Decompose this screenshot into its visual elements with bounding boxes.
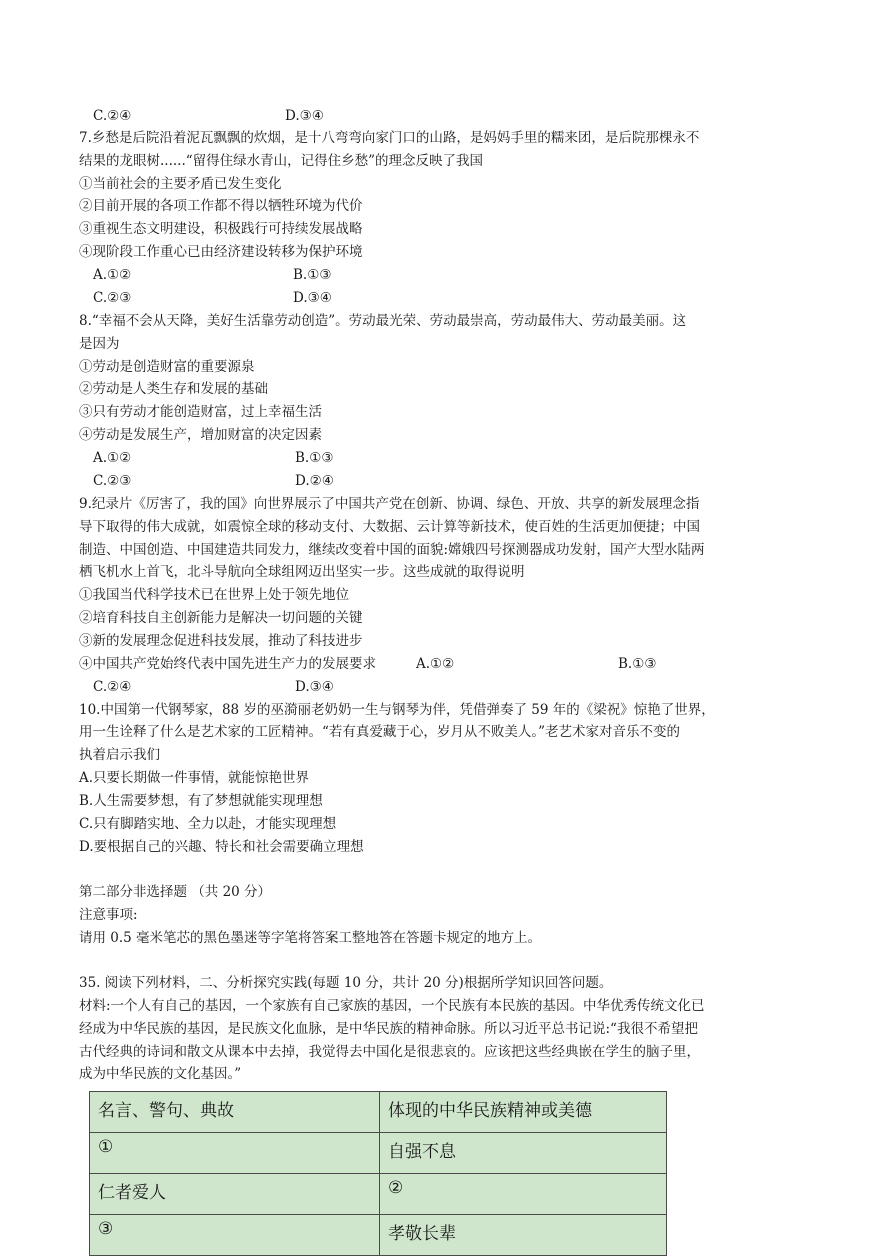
q9-stem-line-4: 栖飞机水上首飞，北斗导航向全球组网迈出坚实一步。这些成就的取得说明 <box>79 564 525 580</box>
q7-option-b: B.①③ <box>293 267 332 283</box>
q8-option-d: D.②④ <box>295 473 334 489</box>
q7-option-d: D.③④ <box>293 290 332 306</box>
q7-item-3: ③重视生态文明建设，积极践行可持续发展战略 <box>79 221 363 237</box>
table-row <box>90 1215 667 1256</box>
table-cell: 孝敬长辈 <box>380 1215 667 1256</box>
q9-item-4: ④中国共产党始终代表中国先进生产力的发展要求 <box>79 656 376 672</box>
q9-item-1: ①我国当代科学技术已在世界上处于领先地位 <box>79 587 349 603</box>
q35-material-line-3: 古代经典的诗词和散文从课本中去掉，我觉得去中国化是很悲哀的。应该把这些经典嵌在学生的脑子里， <box>79 1044 700 1060</box>
q8-item-2: ②劳动是人类生存和发展的基础 <box>79 381 268 397</box>
table-row <box>90 1133 667 1174</box>
table-header-cell: 体现的中华民族精神或美德 <box>380 1092 667 1133</box>
q35-material-line-2: 经成为中华民族的基因，是民族文化血脉，是中华民族的精神命脉。所以习近平总书记说:“我很不希望把 <box>79 1021 698 1037</box>
q7-option-c: C.②③ <box>93 290 132 306</box>
q8-option-c: C.②③ <box>93 473 132 489</box>
q8-option-a: A.①② <box>93 450 132 466</box>
q7-item-1: ①当前社会的主要矛盾已发生变化 <box>79 176 282 192</box>
table-header-row <box>90 1092 667 1133</box>
part2-notice-label: 注意事项: <box>79 907 138 923</box>
table-cell: ① <box>90 1133 380 1174</box>
part2-notice-text: 请用 0.5 毫米笔芯的黑色墨迷等字笔将答案工整地答在答题卡规定的地方上。 <box>79 930 542 946</box>
table-cell: 仁者爱人 <box>90 1174 380 1215</box>
q10-option-a: A.只要长期做一件事情，就能惊艳世界 <box>79 770 310 786</box>
q10-option-c: C.只有脚踏实地、全力以赴，才能实现理想 <box>79 816 337 832</box>
table-header-cell: 名言、警句、典故 <box>90 1092 380 1133</box>
part2-title: 第二部分非选择题 （共 20 分） <box>79 884 272 900</box>
q6-option-c: C.②④ <box>93 108 132 124</box>
q9-item-3: ③新的发展理念促进科技发展，推动了科技进步 <box>79 633 363 649</box>
q9-stem-line-1: 9.纪录片《厉害了，我的国》向世界展示了中国共产党在创新、协调、绿色、开放、共享的新发展理念指 <box>79 496 700 512</box>
q10-option-d: D.要根据自己的兴趣、特长和社会需要确立理想 <box>79 839 364 855</box>
q9-stem-line-3: 制造、中国创造、中国建造共同发力，继续改变着中国的面貌:嫦娥四号探测器成功发射，国产大型水陆两 <box>79 542 705 558</box>
q8-option-b: B.①③ <box>295 450 334 466</box>
q7-item-4: ④现阶段工作重心已由经济建设转移为保护环境 <box>79 244 363 260</box>
q8-stem-line-2: 是因为 <box>79 336 120 352</box>
q10-stem-line-2: 用一生诠释了什么是艺术家的工匠精神。“若有真爱藏于心，岁月从不败美人。”老艺术家对音乐不变的 <box>79 724 681 740</box>
q10-option-b: B.人生需要梦想，有了梦想就能实现理想 <box>79 793 323 809</box>
q35-material-line-1: 材料:一个人有自己的基因，一个家族有自己家族的基因，一个民族有本民族的基因。中华优秀传统文化已 <box>79 998 705 1014</box>
q9-option-c: C.②④ <box>93 679 132 695</box>
q10-stem-line-1: 10.中国第一代钢琴家，88 岁的巫漪丽老奶奶一生与钢琴为伴，凭借弹奏了 59 年的《梁祝》惊艳了世界， <box>79 702 715 718</box>
table-cell: ③ <box>90 1215 380 1256</box>
q8-stem-line-1: 8.“幸福不会从天降，美好生活靠劳动创造”。劳动最光荣、劳动最崇高，劳动最伟大、劳动最美丽。这 <box>79 313 687 329</box>
q8-item-1: ①劳动是创造财富的重要源泉 <box>79 359 255 375</box>
q7-option-a: A.①② <box>93 267 132 283</box>
answer-table <box>89 1091 667 1256</box>
q8-item-4: ④劳动是发展生产，增加财富的决定因素 <box>79 427 322 443</box>
q9-option-d: D.③④ <box>295 679 334 695</box>
q6-option-d: D.③④ <box>285 108 324 124</box>
q35-material-line-4: 成为中华民族的文化基因。” <box>79 1066 242 1082</box>
table-cell: ② <box>380 1174 667 1215</box>
q35-heading: 35. 阅读下列材料，二、分析探究实践(每题 10 分，共计 20 分)根据所学知识回答问题。 <box>79 975 613 991</box>
table-cell: 自强不息 <box>380 1133 667 1174</box>
q7-stem-line-2: 结果的龙眼树......“留得住绿水青山，记得住乡愁”的理念反映了我国 <box>79 153 484 169</box>
q9-item-2: ②培育科技自主创新能力是解决一切问题的关键 <box>79 610 363 626</box>
q9-option-a: A.①② <box>416 656 455 672</box>
q7-item-2: ②目前开展的各项工作都不得以牺牲环境为代价 <box>79 198 363 214</box>
q10-stem-line-3: 执着启示我们 <box>79 747 160 763</box>
q7-stem-line-1: 7.乡愁是后院沿着泥瓦飘飘的炊烟，是十八弯弯向家门口的山路，是妈妈手里的糯来团，是后院那棵永不 <box>79 130 700 146</box>
q8-item-3: ③只有劳动才能创造财富，过上幸福生活 <box>79 404 322 420</box>
table-row <box>90 1174 667 1215</box>
q9-stem-line-2: 导下取得的伟大成就，如震惊全球的移动支付、大数据、云计算等新技术，使百姓的生活更加便捷；中国 <box>79 519 700 535</box>
q9-option-b: B.①③ <box>618 656 657 672</box>
